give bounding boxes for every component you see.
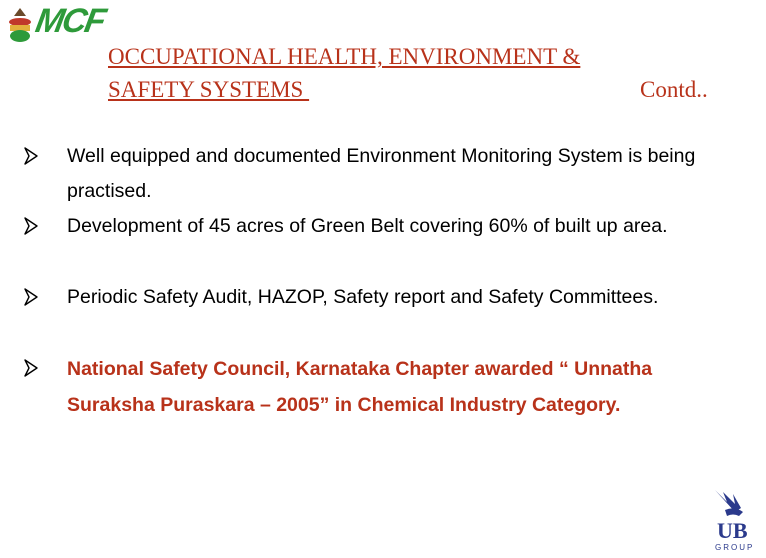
title-line-1: OCCUPATIONAL HEALTH, ENVIRONMENT &	[108, 44, 581, 69]
bullet-text: Development of 45 acres of Green Belt covering 60% of built up area.	[67, 215, 668, 237]
arrow-bullet-icon	[24, 146, 38, 166]
ub-group-logo	[705, 486, 757, 552]
bullet-text: Periodic Safety Audit, HAZOP, Safety report and Safety Committees.	[67, 286, 659, 308]
bullet-text: Well equipped and documented Environment Monitoring System is being practised.	[67, 145, 696, 202]
arrow-bullet-icon	[24, 358, 38, 378]
mcf-logo-text: MCF	[32, 2, 108, 40]
mcf-logo	[6, 4, 128, 44]
title-contd: Contd..	[640, 77, 708, 102]
title-line-2: SAFETY SYSTEMS	[108, 77, 310, 102]
ub-logo-text: UB	[717, 518, 748, 543]
ub-logo-subtext: GROUP	[715, 543, 755, 552]
bullet-text: National Safety Council, Karnataka Chapter awarded “ Unnatha Suraksha Puraskara – 2005” in Chemical Industry Category.	[67, 358, 653, 416]
pegasus-icon	[705, 486, 757, 552]
page-title	[108, 40, 728, 106]
arrow-bullet-icon	[24, 287, 38, 307]
title-line-2-row	[108, 73, 728, 106]
arrow-bullet-icon	[24, 216, 38, 236]
mcf-emblem-icon	[6, 6, 34, 44]
